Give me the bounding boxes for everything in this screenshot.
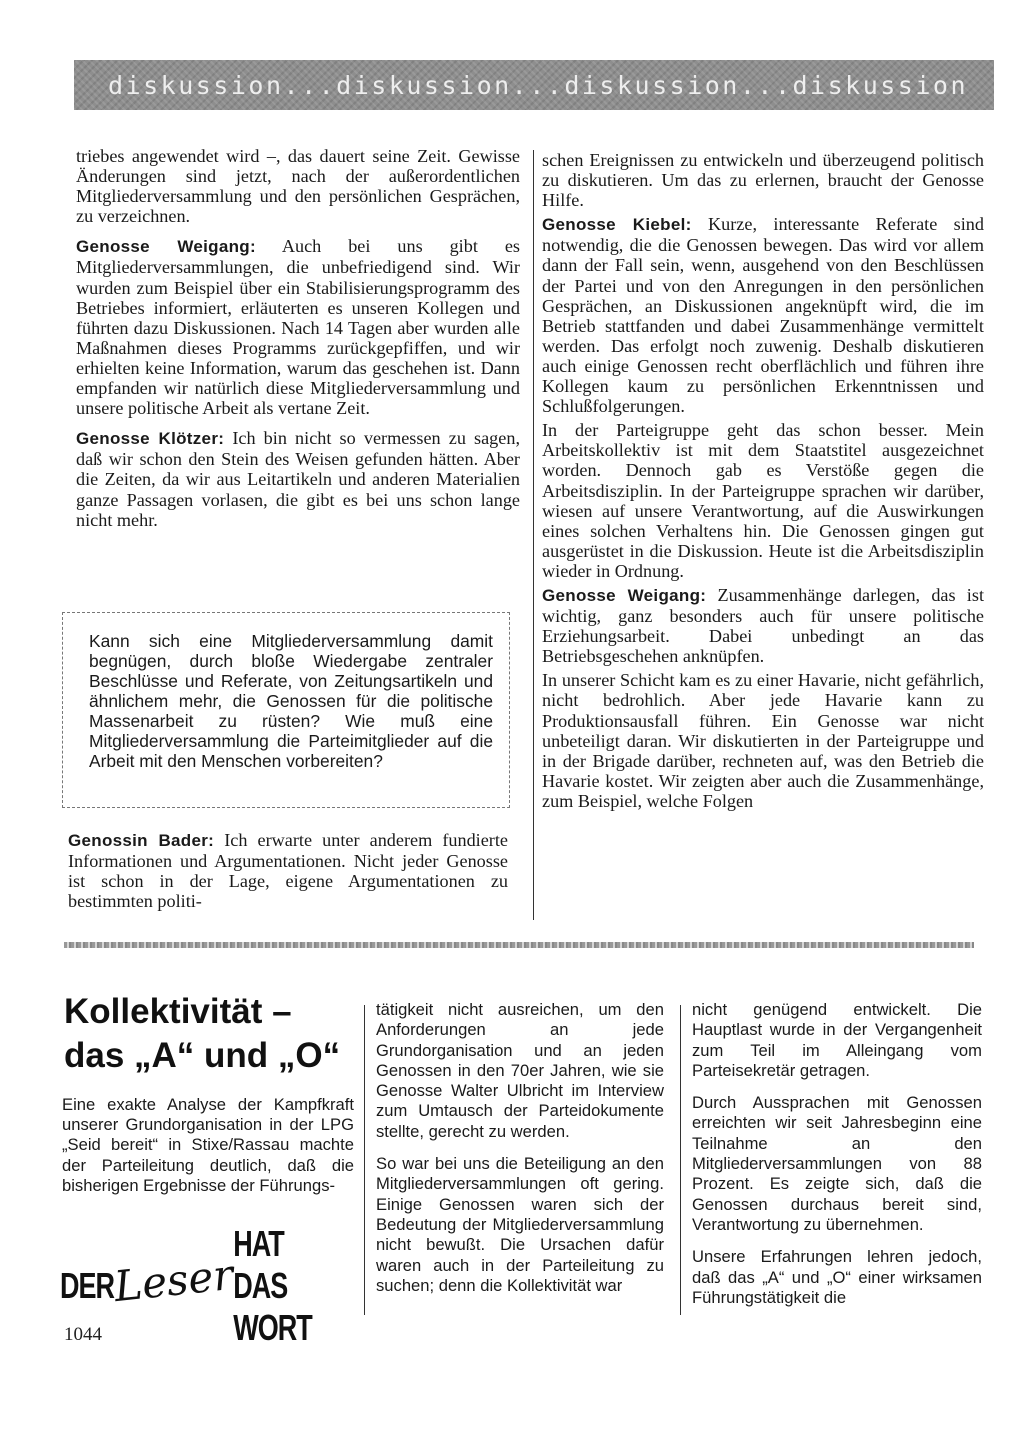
speaker-text: Zusammenhänge darlegen, das ist wichtig, ganz besonders auch für unsere politische Erziehungsarbeit. Dabei unbedingt an das Betriebsgeschehen anknüpfen. [542,584,984,667]
paragraph: triebes angewendet wird –, das dauert seine Zeit. Gewisse Änderungen sind jetzt, nach der außerordentlichen Mitgliederversammlung und den persönlichen Gesprächen, zu verzeichnen. [76,146,520,227]
question-box [62,612,510,808]
page-number: 1044 [64,1324,102,1345]
speaker-name: Genosse Weigang: [76,237,256,257]
column-rule [533,150,534,920]
logo-leser-script: Leser [111,1249,236,1311]
paragraph: schen Ereignissen zu entwickeln und überzeugend politisch zu diskutieren. Um das zu erlernen, braucht der Genosse Hilfe. [542,150,984,211]
column-rule [680,1005,681,1315]
speaker-name: Genosse Kiebel: [542,215,692,235]
speaker-text: Auch bei uns gibt es Mitgliederversammlungen, die unbefriedigend sind. Wir wurden zum Beispiel über ein Stabilisierungsprogramm des Betriebes informiert, erläuterten es unseren Kollegen und führten dazu Diskussionen. Nach 14 Tagen aber wurden alle Maßnahmen dieses Programms zurückgepfiffen, und wir erhielten keine Information, warum das geschehen ist. Dann empfanden wir natürlich diese Mitgliederversammlung und unsere politische Arbeit als vertane Zeit. [76,236,520,419]
paragraph [542,585,984,666]
speaker-name: Genossin Bader: [68,831,215,850]
top-right-column [542,150,984,811]
paragraph: In unserer Schicht kam es zu einer Havarie, nicht gefährlich, nicht bedrohlich. Aber jede Havarie kann zu Produktionsausfall führen. Ein Genosse war nicht unbeteiligt daran. Wir diskutierten in der Parteigruppe und in der Brigade darüber, rechneten auf, was den Betrieb die Havarie kostet. Wir zeigten aber auch die Zusammenhänge, zum Beispiel, welche Folgen [542,670,984,811]
paragraph [68,830,508,911]
top-left-column [76,146,520,530]
speaker-name: Genosse Weigang: [542,585,707,605]
headline-line: das „A“ und „O“ [64,1036,341,1075]
speaker-name: Genosse Klötzer: [76,429,225,449]
speaker-text: Kurze, interessante Referate sind notwendig, die die Genossen bewegen. Das wird vor allem dann der Fall sein, wenn, ausgehend von den Beschlüssen der Partei und von den Anregungen in den persönlichen Gesprächen, an Diskussionen angeknüpft wird, die im Betrieb stattfanden und dabei Zusammenhänge vermittelt werden. Das erfolgt noch zuwenig. Deshalb diskutieren auch einige Genossen recht oberflächlich und führen ihre Kollegen kaum zu persönlichen Erkenntnissen und Schlußfolgerungen. [542,214,984,417]
paragraph [542,214,984,416]
section-divider [64,942,974,948]
paragraph: So war bei uns die Beteiligung an den Mitgliederversammlungen oft gering. Einige Genossen waren sich der Bedeutung der Mitgliederversammlung nicht bewußt. Die Ursachen dafür waren auch in der Parteileitung zu suchen; denn die Kollektivität war [376,1154,664,1295]
paragraph: Unsere Erfahrungen lehren jedoch, daß das „A“ und „O“ einer wirksamen Führungstätigkeit die [692,1247,982,1307]
banner-text: diskussion...diskussion...diskussion...diskussion [108,70,969,100]
column-rule [364,1005,365,1315]
speaker-text: Ich erwarte unter anderem fundierte Informationen und Argumentationen. Nicht jeder Genosse ist schon in der Lage, eigene Argumentationen zu bestimmten politi- [68,830,508,912]
paragraph [76,236,520,418]
article-headline [64,990,354,1078]
logo-hat-das-wort: HAT DAS WORT [233,1223,312,1348]
paragraph [76,428,520,529]
logo-der: DER [60,1265,115,1306]
headline-line: Kollektivität – [64,992,292,1031]
speaker-text: Ich bin nicht so vermessen zu sagen, daß wir schon den Stein des Weisen gefunden hätten. Aber die Zeiten, da wir aus Leitartikeln und anderen Materialien ganze Passagen vorlasen, die gibt es bei uns schon lange nicht mehr. [76,428,520,530]
discussion-banner [74,60,994,110]
paragraph: In der Parteigruppe geht das schon besser. Mein Arbeitskollektiv ist mit dem Staatstitel ausgezeichnet worden. Dennoch gab es Verstöße gegen die Arbeitsdisziplin. In der Parteigruppe sprachen wir darüber, wiesen auf unsere Verantwortung, auf die Auswirkungen eines solchen Verhaltens hin. Die Genossen gingen gut ausgerüstet in die Diskussion. Heute ist die Arbeitsdisziplin wieder in Ordnung. [542,420,984,581]
paragraph: tätigkeit nicht ausreichen, um den Anforderungen an jede Grundorganisation und an jeden Genossen in den 70er Jahren, wie sie Genosse Walter Ulbricht im Interview zum Umtausch der Parteidokumente stellte, gerecht zu werden. [376,1000,664,1141]
question-text: Kann sich eine Mitgliederversammlung damit begnügen, durch bloße Wiedergabe zentraler Beschlüsse und Referate, von Zeitungsartikeln und ähnlichem mehr, die Genossen für die politische Massenarbeit zu rüsten? Wie muß eine Mitgliederversammlung die Parteimitglieder auf die Arbeit mit den Menschen vorbereiten? [89,631,493,771]
article-intro: Eine exakte Analyse der Kampfkraft unserer Grundorganisation in der LPG „Seid bereit“ in Stixe/Rassau machte der Parteileitung deutlich, daß die bisherigen Ergebnisse der Führungs- [62,1095,354,1195]
article-column-2 [376,1000,664,1296]
paragraph: nicht genügend entwickelt. Die Hauptlast wurde in der Vergangenheit zum Teil im Alleingang vom Parteisekretär getragen. [692,1000,982,1080]
paragraph: Durch Aussprachen mit Genossen erreichten wir seit Jahresbeginn eine Teilnahme an den Mitgliederversammlungen von 88 Prozent. Es zeigte sich, daß die Genossen durchaus bereit sind, Verantwortung zu übernehmen. [692,1093,982,1234]
article-column-3 [692,1000,982,1308]
top-left-column-lower [68,830,508,911]
